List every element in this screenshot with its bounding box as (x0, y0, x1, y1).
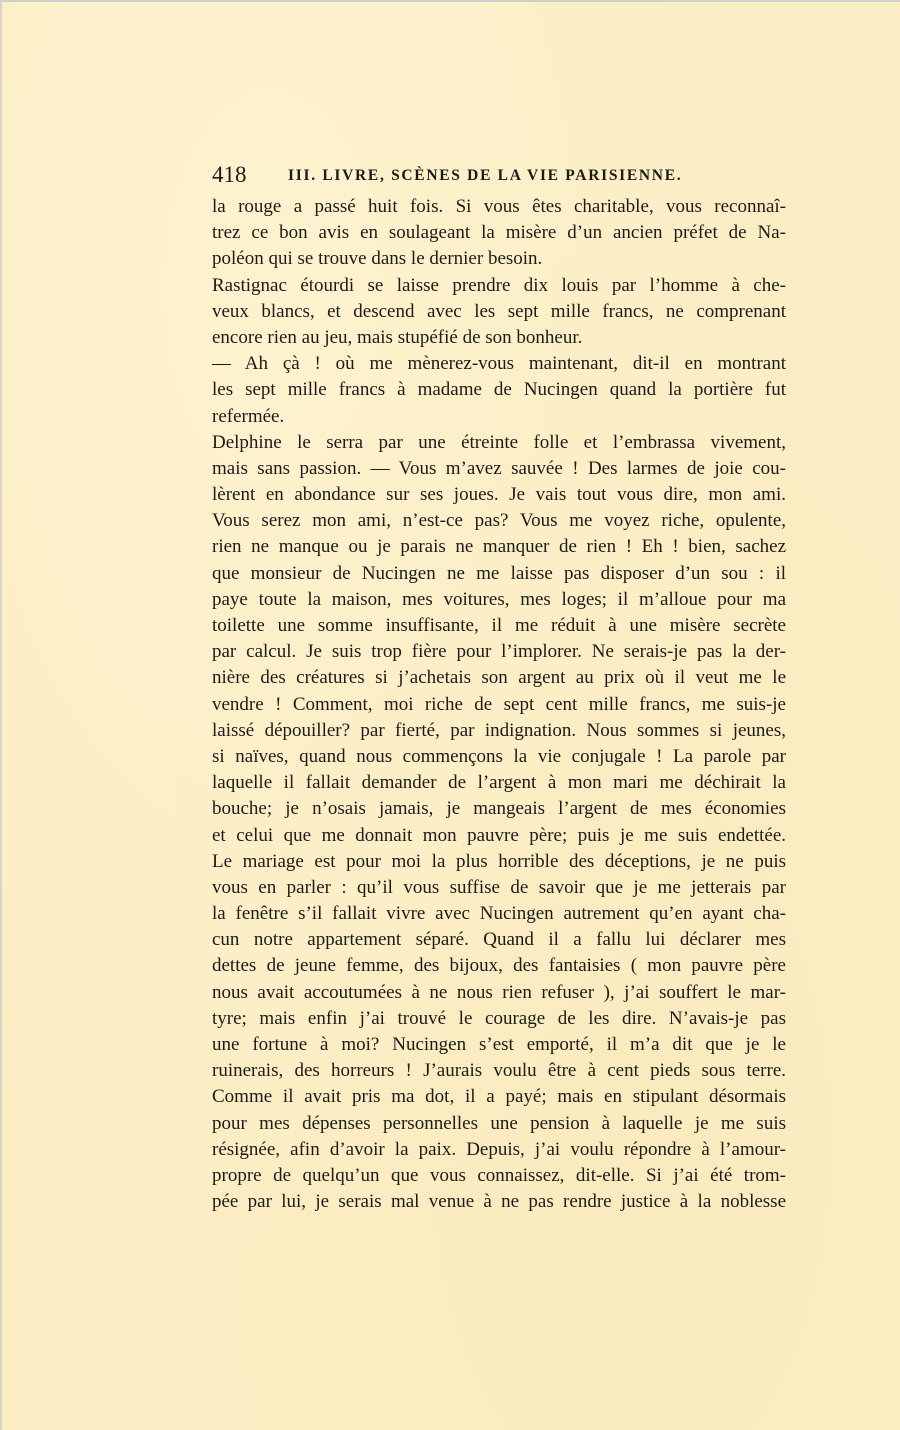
text-line: lèrent en abondance sur ses joues. Je vais tout vous dire, mon ami. (212, 484, 786, 506)
text-line: vous en parler : qu’il vous suffise de savoir que je me jetterais par (212, 876, 786, 898)
text-line: laquelle il fallait demander de l’argent à mon mari me déchirait la (212, 772, 786, 794)
text-line: nière des créatures si j’achetais son argent au prix où il veut me le (212, 667, 786, 689)
text-line: laissé dépouiller? par fierté, par indignation. Nous sommes si jeunes, (212, 719, 786, 741)
text-line: les sept mille francs à madame de Nucingen quand la portière fut (212, 379, 786, 401)
text-line: résignée, afin d’avoir la paix. Depuis, j’ai voulu répondre à l’amour- (212, 1138, 786, 1160)
text-line: rien ne manque ou je parais ne manquer de rien ! Eh ! bien, sachez (212, 536, 786, 558)
running-head-title: III. LIVRE, SCÈNES DE LA VIE PARISIENNE. (288, 167, 683, 184)
text-line: une fortune à moi? Nucingen s’est emporté, il m’a dit que je le (212, 1034, 786, 1055)
text-line: Comme il avait pris ma dot, il a payé; mais en stipulant désormais (212, 1086, 786, 1108)
text-line: Rastignac étourdi se laisse prendre dix louis par l’homme à che- (212, 274, 786, 296)
text-line: Delphine le serra par une étreinte folle et l’embrassa vivement, (212, 431, 786, 453)
page-number: 418 (212, 162, 247, 187)
text-line: Le mariage est pour moi la plus horrible des déceptions, je ne puis (212, 850, 786, 872)
text-line: la rouge a passé huit fois. Si vous êtes charitable, vous reconnaî- (212, 196, 786, 217)
text-line: Vous serez mon ami, n’est-ce pas? Vous me voyez riche, opulente, (212, 510, 786, 532)
body-text (212, 194, 786, 1215)
text-line: bouche; je n’osais jamais, je mangeais l’argent de mes économies (212, 798, 786, 820)
text-line: dettes de jeune femme, des bijoux, des fantaisies ( mon pauvre père (212, 955, 786, 977)
text-line: propre de quelqu’un que vous connaissez, dit-elle. Si j’ai été trom- (212, 1164, 786, 1186)
text-line: encore rien au jeu, mais stupéfié de son bonheur. (212, 326, 583, 348)
text-line: vendre ! Comment, moi riche de sept cent mille francs, me suis-je (212, 693, 786, 715)
text-line: veux blancs, et descend avec les sept mille francs, ne comprenant (212, 300, 786, 322)
text-line: par calcul. Je suis trop fière pour l’implorer. Ne serais-je pas la der- (212, 641, 786, 663)
text-line: — Ah çà ! où me mènerez-vous maintenant, dit-il en montrant (212, 353, 786, 375)
text-line: la fenêtre s’il fallait vivre avec Nucingen autrement qu’en ayant cha- (212, 903, 786, 925)
text-line: trez ce bon avis en soulageant la misère d’un ancien préfet de Na- (212, 222, 786, 244)
text-line: pée par lui, je serais mal venue à ne pas rendre justice à la noblesse (212, 1191, 786, 1213)
text-line: mais sans passion. — Vous m’avez sauvée ! Des larmes de joie cou- (212, 457, 786, 479)
text-line: paye toute la maison, mes voitures, mes loges; il m’alloue pour ma (212, 588, 786, 610)
running-head (212, 162, 786, 188)
text-line: nous avait accoutumées à ne nous rien refuser ), j’ai souffert le mar- (212, 981, 786, 1003)
text-line: que monsieur de Nucingen ne me laisse pas disposer d’un sou : il (212, 562, 786, 584)
text-line: toilette une somme insuffisante, il me réduit à une misère secrète (212, 615, 786, 636)
text-line: si naïves, quand nous commençons la vie conjugale ! La parole par (212, 745, 786, 767)
text-line: et celui que me donnait mon pauvre père; puis je me suis endettée. (212, 824, 786, 846)
text-line: tyre; mais enfin j’ai trouvé le courage de les dire. N’avais-je pas (212, 1007, 786, 1029)
text-line: pour mes dépenses personnelles une pension à laquelle je me suis (212, 1112, 786, 1134)
text-line: poléon qui se trouve dans le dernier besoin. (212, 248, 543, 270)
text-line: refermée. (212, 405, 285, 427)
text-line: ruinerais, des horreurs ! J’aurais voulu être à cent pieds sous terre. (212, 1060, 786, 1082)
text-line: cun notre appartement séparé. Quand il a fallu lui déclarer mes (212, 929, 786, 951)
